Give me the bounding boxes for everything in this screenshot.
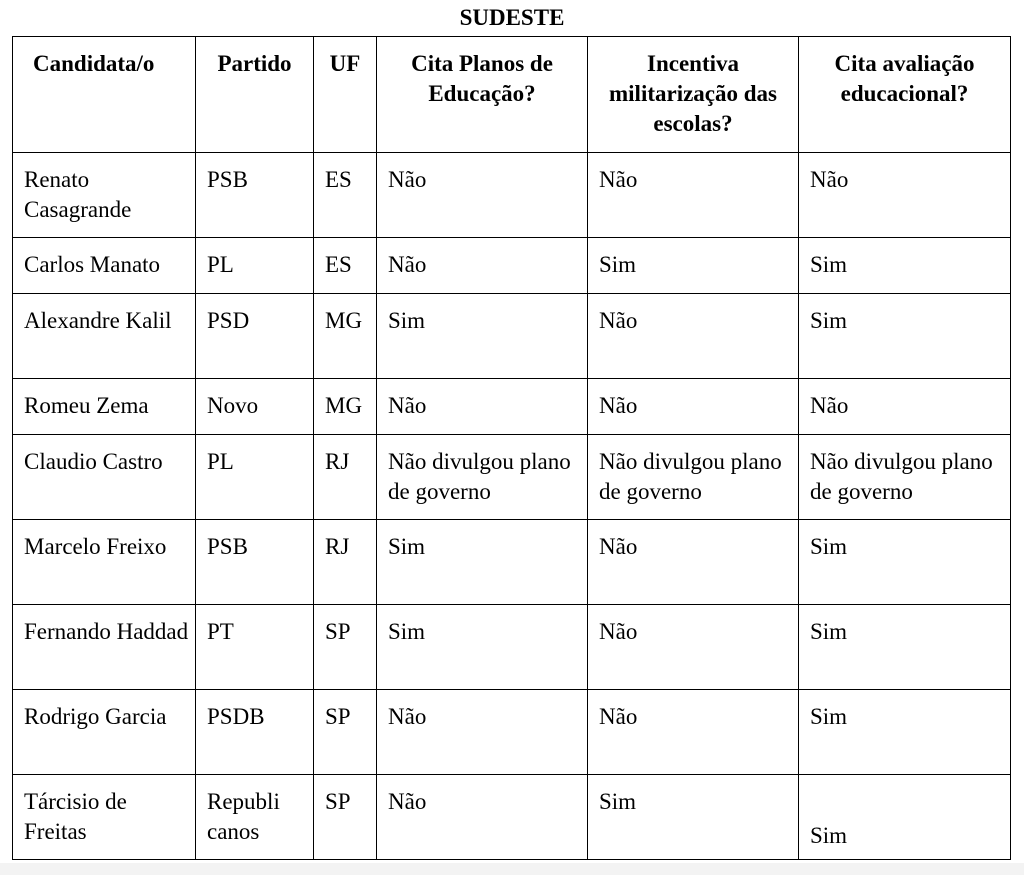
cell-military: Sim (588, 238, 799, 294)
cell-plans: Não (377, 153, 588, 238)
cell-uf: MG (314, 294, 377, 379)
table-row (13, 605, 1011, 690)
cell-plans: Não divulgou plano de governo (377, 435, 588, 520)
cell-candidate: Fernando Haddad (13, 605, 196, 690)
cell-candidate: Marcelo Freixo (13, 520, 196, 605)
cell-uf: ES (314, 153, 377, 238)
cell-uf: SP (314, 605, 377, 690)
table-row (13, 690, 1011, 775)
header-candidate: Candidata/o (13, 37, 196, 153)
header-uf: UF (314, 37, 377, 153)
cell-uf: ES (314, 238, 377, 294)
cell-candidate: Carlos Manato (13, 238, 196, 294)
cell-party: PSD (196, 294, 314, 379)
cell-evaluation: Sim (799, 520, 1011, 605)
header-party: Partido (196, 37, 314, 153)
cell-plans: Sim (377, 294, 588, 379)
cell-party: PL (196, 435, 314, 520)
cell-evaluation: Sim (799, 775, 1011, 860)
page-bottom-edge (0, 863, 1024, 875)
table-header-row (13, 37, 1011, 153)
cell-candidate: Tárcisio de Freitas (13, 775, 196, 860)
cell-plans: Não (377, 690, 588, 775)
cell-military: Não (588, 379, 799, 435)
cell-party: PSDB (196, 690, 314, 775)
cell-uf: RJ (314, 435, 377, 520)
cell-plans: Não (377, 775, 588, 860)
cell-military: Não divulgou plano de governo (588, 435, 799, 520)
candidates-table (12, 36, 1011, 860)
table-row (13, 775, 1011, 860)
cell-party: PT (196, 605, 314, 690)
table-row (13, 238, 1011, 294)
cell-evaluation: Não divulgou plano de governo (799, 435, 1011, 520)
cell-military: Não (588, 690, 799, 775)
table-row (13, 153, 1011, 238)
cell-party: PSB (196, 520, 314, 605)
table-row (13, 520, 1011, 605)
cell-plans: Sim (377, 605, 588, 690)
cell-candidate: Renato Casagrande (13, 153, 196, 238)
table-row (13, 435, 1011, 520)
table-row (13, 379, 1011, 435)
cell-evaluation: Sim (799, 690, 1011, 775)
table-title: SUDESTE (459, 5, 565, 30)
cell-plans: Não (377, 238, 588, 294)
cell-candidate: Alexandre Kalil (13, 294, 196, 379)
cell-plans: Sim (377, 520, 588, 605)
cell-evaluation: Sim (799, 294, 1011, 379)
cell-plans: Não (377, 379, 588, 435)
cell-military: Não (588, 153, 799, 238)
cell-military: Sim (588, 775, 799, 860)
cell-military: Não (588, 520, 799, 605)
header-evaluation: Cita avaliação educacional? (799, 37, 1011, 153)
cell-evaluation: Sim (799, 238, 1011, 294)
cell-military: Não (588, 294, 799, 379)
cell-evaluation: Não (799, 379, 1011, 435)
cell-evaluation: Não (799, 153, 1011, 238)
cell-party: PL (196, 238, 314, 294)
cell-candidate: Romeu Zema (13, 379, 196, 435)
cell-party: Novo (196, 379, 314, 435)
header-plans: Cita Planos de Educação? (377, 37, 588, 153)
cell-evaluation: Sim (799, 605, 1011, 690)
header-military: Incentiva militarização das escolas? (588, 37, 799, 153)
cell-candidate: Claudio Castro (13, 435, 196, 520)
cell-military: Não (588, 605, 799, 690)
cell-uf: RJ (314, 520, 377, 605)
cell-uf: SP (314, 775, 377, 860)
cell-uf: SP (314, 690, 377, 775)
cell-candidate: Rodrigo Garcia (13, 690, 196, 775)
table-row (13, 294, 1011, 379)
cell-uf: MG (314, 379, 377, 435)
cell-party: PSB (196, 153, 314, 238)
cell-party: Republi canos (196, 775, 314, 860)
